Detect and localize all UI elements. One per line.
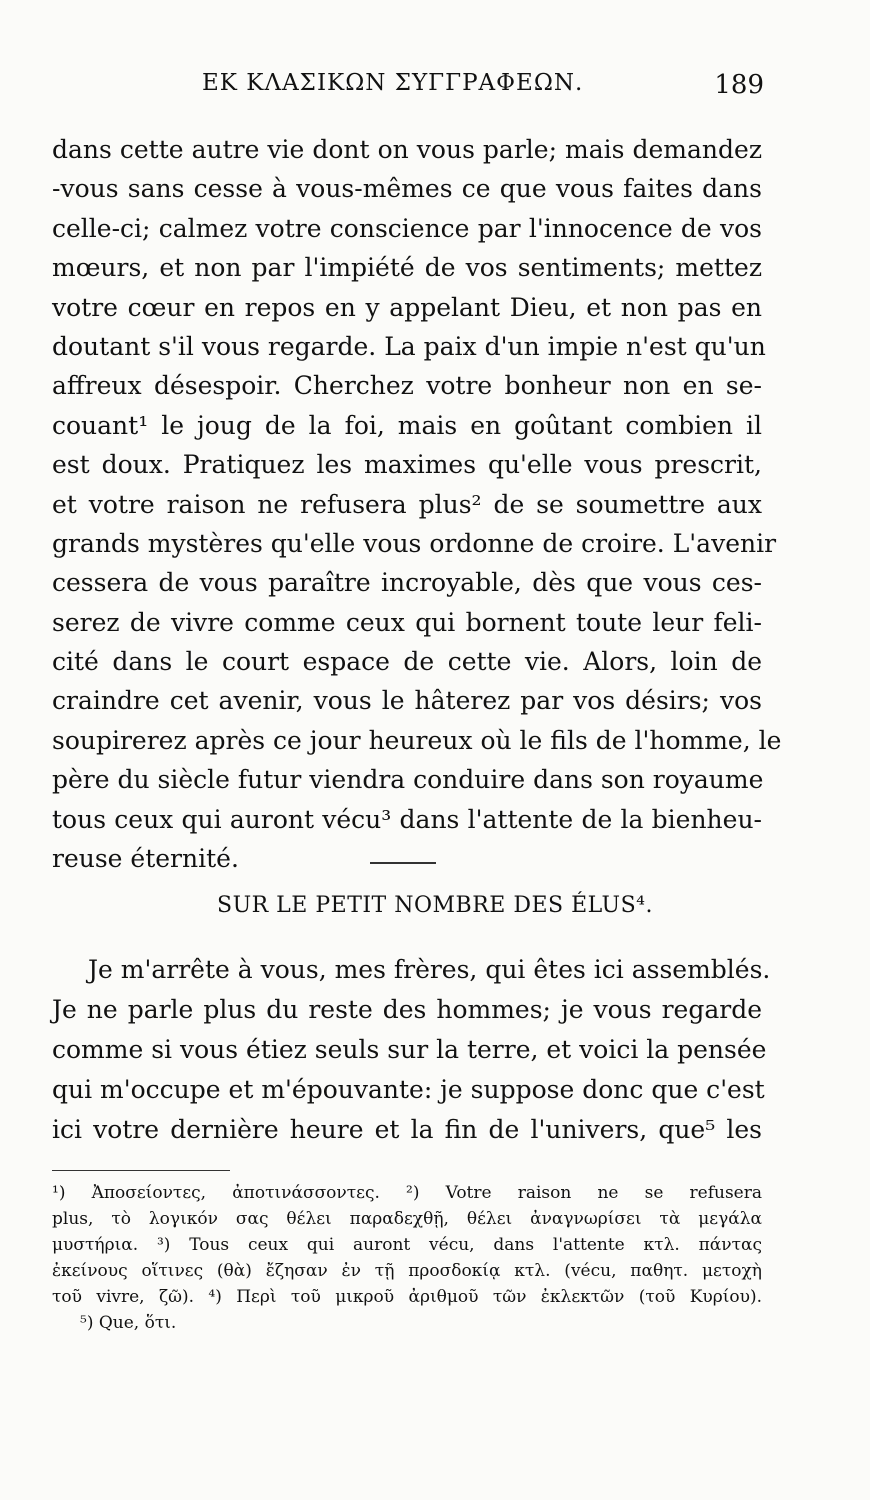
text-line: père du siècle futur viendra conduire dans son royaume bbox=[52, 765, 764, 795]
footnote-line: μυστήρια. ³) Tous ceux qui auront vécu, dans l'attente κτλ. πάντας bbox=[52, 1235, 762, 1255]
text-line: dans cette autre vie dont on vous parle; mais demandez bbox=[52, 135, 762, 164]
text-line: Je m'arrête à vous, mes frères, qui êtes ici assemblés. bbox=[88, 955, 771, 984]
running-header bbox=[52, 70, 764, 110]
section-title: SUR LE PETIT NOMBRE DES ÉLUS⁴. bbox=[217, 893, 653, 918]
text-line: affreux désespoir. Cherchez votre bonheur non en se- bbox=[52, 371, 762, 401]
footnote-line: τοῦ vivre, ζῶ). ⁴) Περὶ τοῦ μικροῦ ἀριθμοῦ τῶν ἐκλεκτῶν (τοῦ Κυρίου). bbox=[52, 1287, 762, 1307]
footnote-line: plus, τὸ λογικόν σας θέλει παραδεχθῇ, θέλει ἀναγνωρίσει τὰ μεγάλα bbox=[52, 1209, 762, 1229]
footnote-rule bbox=[52, 1170, 230, 1171]
footnotes bbox=[52, 1180, 762, 1336]
text-line: craindre cet avenir, vous le hâterez par vos désirs; vos bbox=[52, 686, 762, 716]
text-line: comme si vous étiez seuls sur la terre, et voici la pensée bbox=[52, 1035, 767, 1064]
text-line: grands mystères qu'elle vous ordonne de croire. L'avenir bbox=[52, 528, 777, 558]
footnote-line: ¹) Ἀποσείοντες, ἀποτινάσσοντες. ²) Votre raison ne se refusera bbox=[52, 1183, 762, 1203]
section-divider bbox=[370, 862, 436, 864]
text-line: Je ne parle plus du reste des hommes; je vous regarde bbox=[52, 995, 762, 1024]
text-line: couant¹ le joug de la foi, mais en goûtant combien il bbox=[52, 410, 762, 440]
text-line: ici votre dernière heure et la fin de l'univers, que⁵ les bbox=[52, 1115, 762, 1144]
text-line: votre cœur en repos en y appelant Dieu, et non pas en bbox=[52, 292, 762, 322]
text-line: cité dans le court espace de cette vie. Alors, loin de bbox=[52, 647, 762, 677]
text-line: soupirerez après ce jour heureux où le fils de l'homme, le bbox=[52, 725, 782, 755]
text-line: tous ceux qui auront vécu³ dans l'attente de la bienheu- bbox=[52, 804, 762, 834]
section-paragraph bbox=[52, 950, 771, 1150]
footnote-line: ἐκείνους οἵτινες (θὰ) ἔζησαν ἐν τῇ προσδοκίᾳ κτλ. (vécu, παθητ. μετοχὴ bbox=[52, 1261, 762, 1281]
text-line: cessera de vous paraître incroyable, dès que vous ces- bbox=[52, 568, 762, 598]
text-line: celle-ci; calmez votre conscience par l'innocence de vos bbox=[52, 213, 762, 243]
text-line: est doux. Pratiquez les maximes qu'elle vous prescrit, bbox=[52, 450, 762, 480]
text-line: doutant s'il vous regarde. La paix d'un impie n'est qu'un bbox=[52, 331, 766, 361]
main-paragraph bbox=[52, 130, 782, 878]
text-line: qui m'occupe et m'épouvante: je suppose donc que c'est bbox=[52, 1075, 765, 1104]
text-line: reuse éternité. bbox=[52, 844, 239, 874]
text-line: mœurs, et non par l'impiété de vos sentiments; mettez bbox=[52, 253, 762, 283]
page-number: 189 bbox=[714, 70, 764, 100]
text-line: et votre raison ne refusera plus² de se soumettre aux bbox=[52, 489, 762, 519]
text-line: -vous sans cesse à vous-mêmes ce que vous faites dans bbox=[52, 174, 762, 204]
footnote-line: ⁵) Que, ὅτι. bbox=[80, 1313, 177, 1333]
text-line: serez de vivre comme ceux qui bornent toute leur feli- bbox=[52, 607, 762, 637]
header-title: ΕΚ ΚΛΑΣΙΚΩΝ ΣΥΓΓΡΑΦΕΩΝ. bbox=[202, 70, 584, 96]
